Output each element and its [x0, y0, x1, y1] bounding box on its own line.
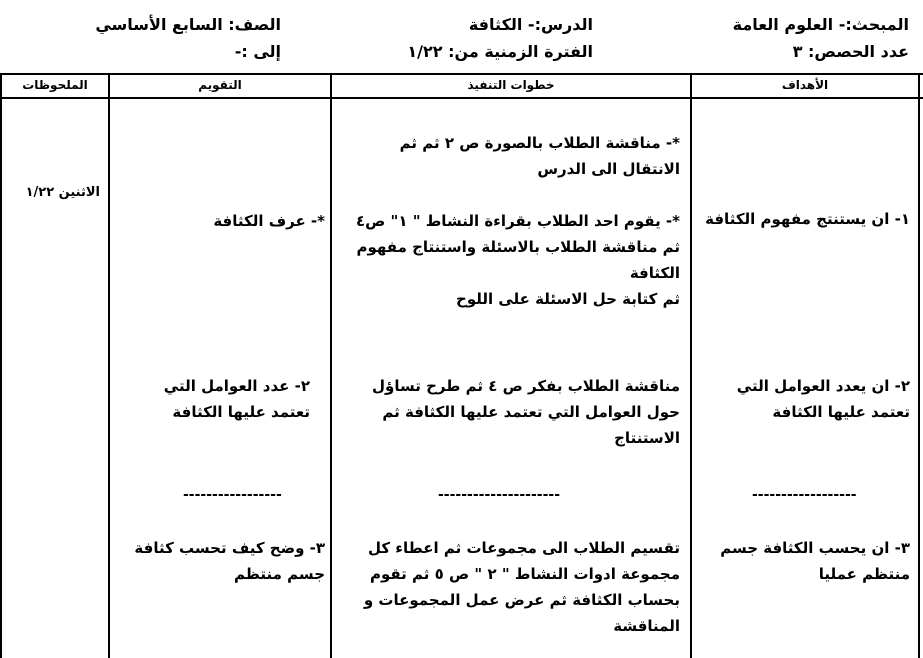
- lesson-label: الدرس:- الكثافة: [468, 15, 593, 34]
- table-header-divider: [0, 97, 923, 99]
- objective-2: ٢- ان يعدد العوامل التي تعتمد عليها الكثافة: [736, 377, 910, 421]
- period-label: الفترة الزمنية من: ١/٢٢: [407, 42, 593, 61]
- steps-1b: *- يقوم احد الطلاب بقراءة النشاط " ١" ص٤ ثم مناقشة الطلاب بالاسئلة واستنتاج مفهوم الكثافة: [355, 212, 680, 282]
- header-steps: خطوات التنفيذ: [467, 78, 555, 92]
- header-objectives: الأهداف: [781, 78, 829, 92]
- col-divider-steps: [690, 73, 692, 658]
- dash-steps: ---------------------: [438, 487, 561, 503]
- steps-3: تقسيم الطلاب الى مجموعات ثم اعطاء كل مجموعة ادوات النشاط " ٢ " ص ٥ ثم تقوم بحساب الكثافة ثم عرض عمل المجموعات و المناقشة: [363, 539, 680, 635]
- steps-1a: *- مناقشة الطلاب بالصورة ص ٢ ثم ثم الانتقال الى الدرس: [399, 134, 680, 178]
- to-label: إلى :-: [234, 42, 281, 61]
- col-divider-notes: [108, 73, 110, 658]
- header-notes: الملحوظات: [22, 78, 88, 92]
- notes-date: الاثنين ١/٢٢: [25, 185, 100, 200]
- objective-1: ١- ان يستنتج مفهوم الكثافة: [705, 210, 910, 228]
- steps-1c: ثم كتابة حل الاسئلة على اللوح: [456, 290, 680, 308]
- objective-3: ٣- ان يحسب الكثافة جسم منتظم عمليا: [720, 539, 910, 583]
- subject-label: المبحث:- العلوم العامة: [732, 15, 909, 34]
- dash-evaluation: -----------------: [183, 487, 282, 503]
- grade-label: الصف: السابع الأساسي: [95, 15, 281, 34]
- table-left-border: [0, 73, 2, 658]
- dash-objective: ------------------: [752, 487, 857, 503]
- header-evaluation: التقويم: [198, 78, 242, 92]
- evaluation-1: *- عرف الكثافة: [213, 212, 325, 230]
- steps-2: مناقشة الطلاب بفكر ص ٤ ثم طرح تساؤل حول العوامل التي تعتمد عليها الكثافة ثم الاستنتاج: [372, 377, 680, 447]
- col-divider-evaluation: [330, 73, 332, 658]
- steps-1-gap: [355, 182, 680, 208]
- steps-1: [355, 130, 680, 312]
- evaluation-2: ٢- عدد العوامل التي تعتمد عليها الكثافة: [163, 377, 310, 421]
- table-right-border: [918, 73, 920, 658]
- evaluation-3: ٣- وضح كيف تحسب كثافة جسم منتظم: [134, 539, 325, 583]
- sessions-label: عدد الحصص: ٣: [792, 42, 909, 61]
